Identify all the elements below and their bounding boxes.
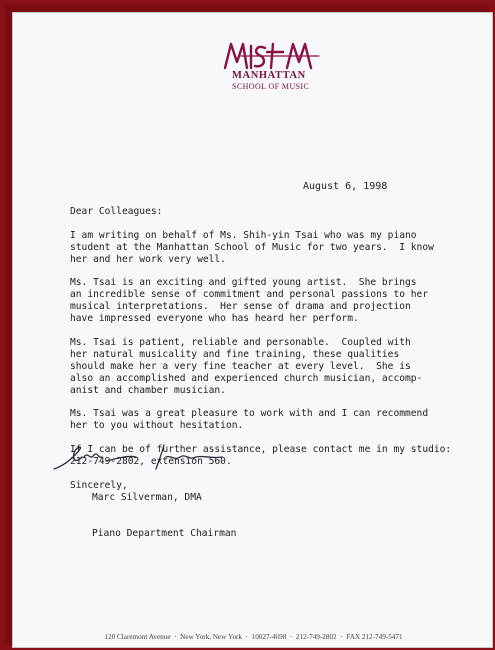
paragraph-2: Ms. Tsai is an exciting and gifted young artist. She brings an incredible sense of commitment and personal passions to her musical interpretations. Her sense of drama and projection have impressed everyone who has heard her perform. bbox=[70, 277, 429, 325]
letter-page bbox=[12, 12, 493, 648]
signer-title: Piano Department Chairman bbox=[92, 527, 237, 539]
salutation: Dear Colleagues: bbox=[70, 206, 163, 217]
signer-name: Marc Silverman, DMA bbox=[92, 491, 202, 503]
msm-monogram-icon bbox=[221, 40, 331, 72]
school-name-line1: MANHATTAN bbox=[232, 70, 306, 81]
letterhead-footer: 120 Claremont Avenue · New York, New York · 10027-4698 · 212-749-2802 · FAX 212-749-5471 bbox=[104, 633, 403, 641]
letter-date: August 6, 1998 bbox=[303, 181, 388, 192]
paragraph-5: If I can be of further assistance, please contact me in my studio: 212-749-2802, extension 560. bbox=[70, 444, 452, 467]
signer-block bbox=[92, 468, 236, 563]
school-name-line2: SCHOOL OF MUSIC bbox=[232, 82, 310, 91]
paragraph-4: Ms. Tsai was a great pleasure to work with and I can recommend her to you without hesitation. bbox=[70, 408, 429, 432]
closing: Sincerely, bbox=[70, 479, 128, 491]
school-name bbox=[232, 70, 342, 92]
paragraph-3: Ms. Tsai is patient, reliable and personable. Coupled with her natural musicality and fine training, these qualities should make her a very fine teacher at every level. She is also an accomplished and experienced church musician, accomp- anist and chamber musician. bbox=[70, 336, 423, 396]
paragraph-1: I am writing on behalf of Ms. Shih-yin Tsai who was my piano student at the Manhattan School of Music for two years. I know her and her work very well. bbox=[70, 229, 434, 265]
letterhead-logo bbox=[221, 40, 331, 100]
